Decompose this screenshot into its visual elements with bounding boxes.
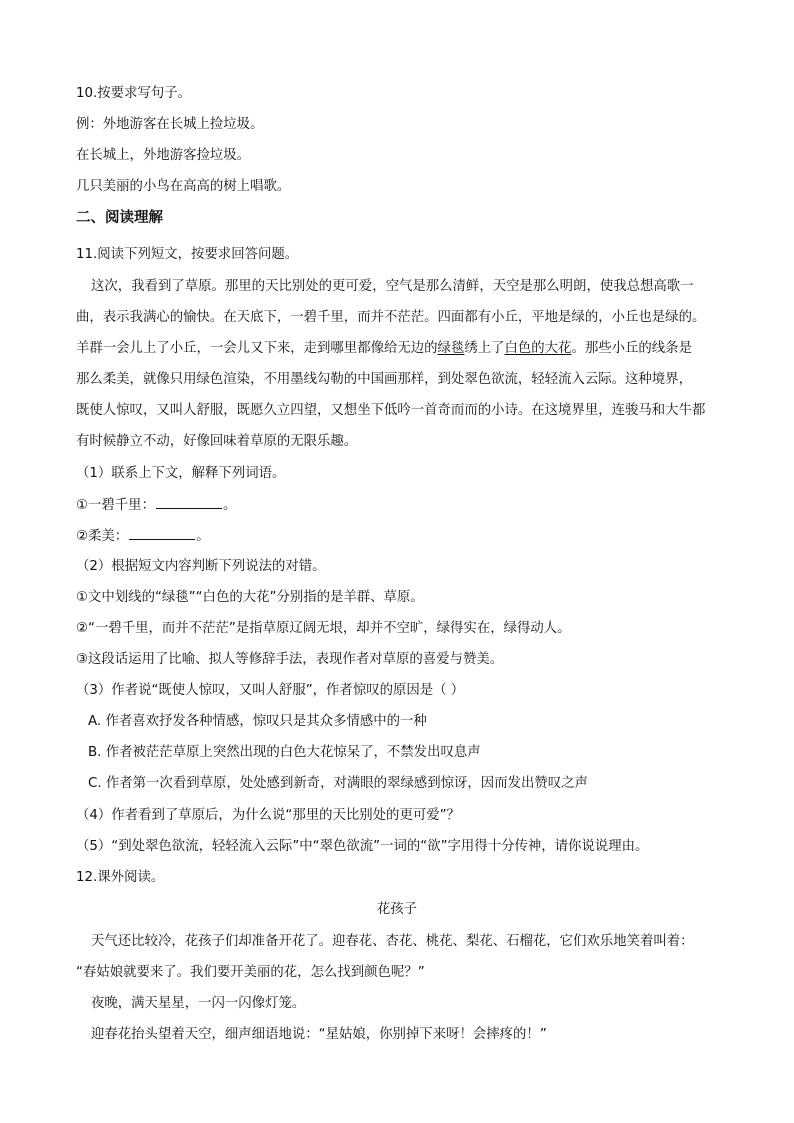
q10-example-answer: 在长城上，外地游客捡垃圾。: [76, 148, 251, 163]
q12-title: 12.课外阅读。: [76, 870, 165, 885]
underlined-phrase-green-carpet: 绿毯: [437, 341, 465, 356]
q11-part2-prompt: （2）根据短文内容判断下列说法的对错。: [76, 559, 326, 574]
story-line: 夜晚，满天星星，一闪一闪像灯笼。: [91, 996, 306, 1011]
passage-line: 有时候静立不动，好像回味着草原的无限乐趣。: [76, 434, 358, 449]
q10-title: 10.按要求写句子。: [76, 86, 192, 101]
q11-part5-prompt: （5）“到处翠色欲流，轻轻流入云际”中“翠色欲流”一词的“欲”字用得十分传神，请你说说理由。: [76, 839, 649, 854]
q11-part3-prompt: （3）作者说“既使人惊叹，又叫人舒服”，作者惊叹的原因是（ ）: [76, 683, 465, 698]
q11-part3-option-b[interactable]: B. 作者被茫茫草原上突然出现的白色大花惊呆了，不禁发出叹息声: [88, 745, 481, 760]
passage-line: [76, 339, 724, 359]
passage-line: 那么柔美，就像只用绿色渲染，不用墨线勾勒的中国画那样，到处翠色欲流，轻轻流入云际。这种境界，: [76, 372, 692, 387]
passage-line: 这次，我看到了草原。那里的天比别处的更可爱，空气是那么清鲜，天空是那么明朗，使我总想高歌一: [91, 279, 694, 294]
section-reading-title: 二、阅读理解: [76, 210, 163, 226]
item-label: ②柔美：: [76, 529, 129, 544]
q10-task: 几只美丽的小鸟在高高的树上唱歌。: [76, 179, 291, 194]
q11-part1-item2: [76, 526, 724, 547]
passage-line: 曲，表示我满心的愉快。在天底下，一碧千里，而并不茫茫。四面都有小丘，平地是绿的，小丘也是绿的。: [76, 310, 706, 325]
q11-part3-option-c[interactable]: C. 作者第一次看到草原，处处感到新奇，对满眼的翠绿感到惊讶，因而发出赞叹之声: [88, 776, 588, 791]
story-line: “春姑娘就要来了。我们要开美丽的花，怎么找到颜色呢？”: [76, 965, 425, 980]
q10-example: 例：外地游客在长城上捡垃圾。: [76, 117, 264, 132]
q11-title: 11.阅读下列短文，按要求回答问题。: [76, 247, 299, 262]
q11-part2-statement2: ②“一碧千里，而并不茫茫”是指草原辽阔无垠，却并不空旷，绿得实在，绿得动人。: [76, 621, 571, 636]
q11-part2-statement1: ①文中划线的“绿毯”“白色的大花”分别指的是羊群、草原。: [76, 590, 424, 605]
item-label: ①一碧千里：: [76, 498, 155, 513]
answer-blank[interactable]: [156, 495, 222, 509]
q11-part3-option-a[interactable]: A. 作者喜欢抒发各种情感，惊叹只是其众多情感中的一种: [88, 714, 427, 729]
q11-part4-prompt: （4）作者看到了草原后，为什么说“那里的天比别处的更可爱”？: [76, 808, 460, 823]
story-line: 天气还比较冷，花孩子们却准备开花了。迎春花、杏花、桃花、梨花、石榴花，它们欢乐地笑着叫着：: [91, 934, 694, 949]
answer-blank[interactable]: [129, 526, 195, 540]
q11-part1-prompt: （1）联系上下文，解释下列词语。: [76, 466, 286, 481]
passage-text: 。那些小丘的线条是: [571, 341, 692, 356]
story-title: 花孩子: [376, 902, 418, 917]
passage-text: 羊群一会儿上了小丘，一会儿又下来，走到哪里都像给无边的: [76, 341, 438, 356]
item-end: 。: [222, 498, 237, 513]
item-end: 。: [196, 529, 210, 544]
underlined-phrase-white-flowers: 白色的大花: [504, 341, 572, 356]
passage-line: 既使人惊叹，又叫人舒服，既愿久立四望，又想坐下低吟一首奇而而的小诗。在这境界里，连骏马和大牛都: [76, 403, 706, 418]
q11-part1-item1: [76, 495, 724, 516]
passage-text: 绣上了: [464, 341, 505, 356]
story-line: 迎春花抬头望着天空，细声细语地说：“星姑娘，你别掉下来呀！会摔疼的！”: [91, 1027, 547, 1042]
q11-part2-statement3: ③这段话运用了比喻、拟人等修辞手法，表现作者对草原的喜爱与赞美。: [76, 652, 504, 667]
